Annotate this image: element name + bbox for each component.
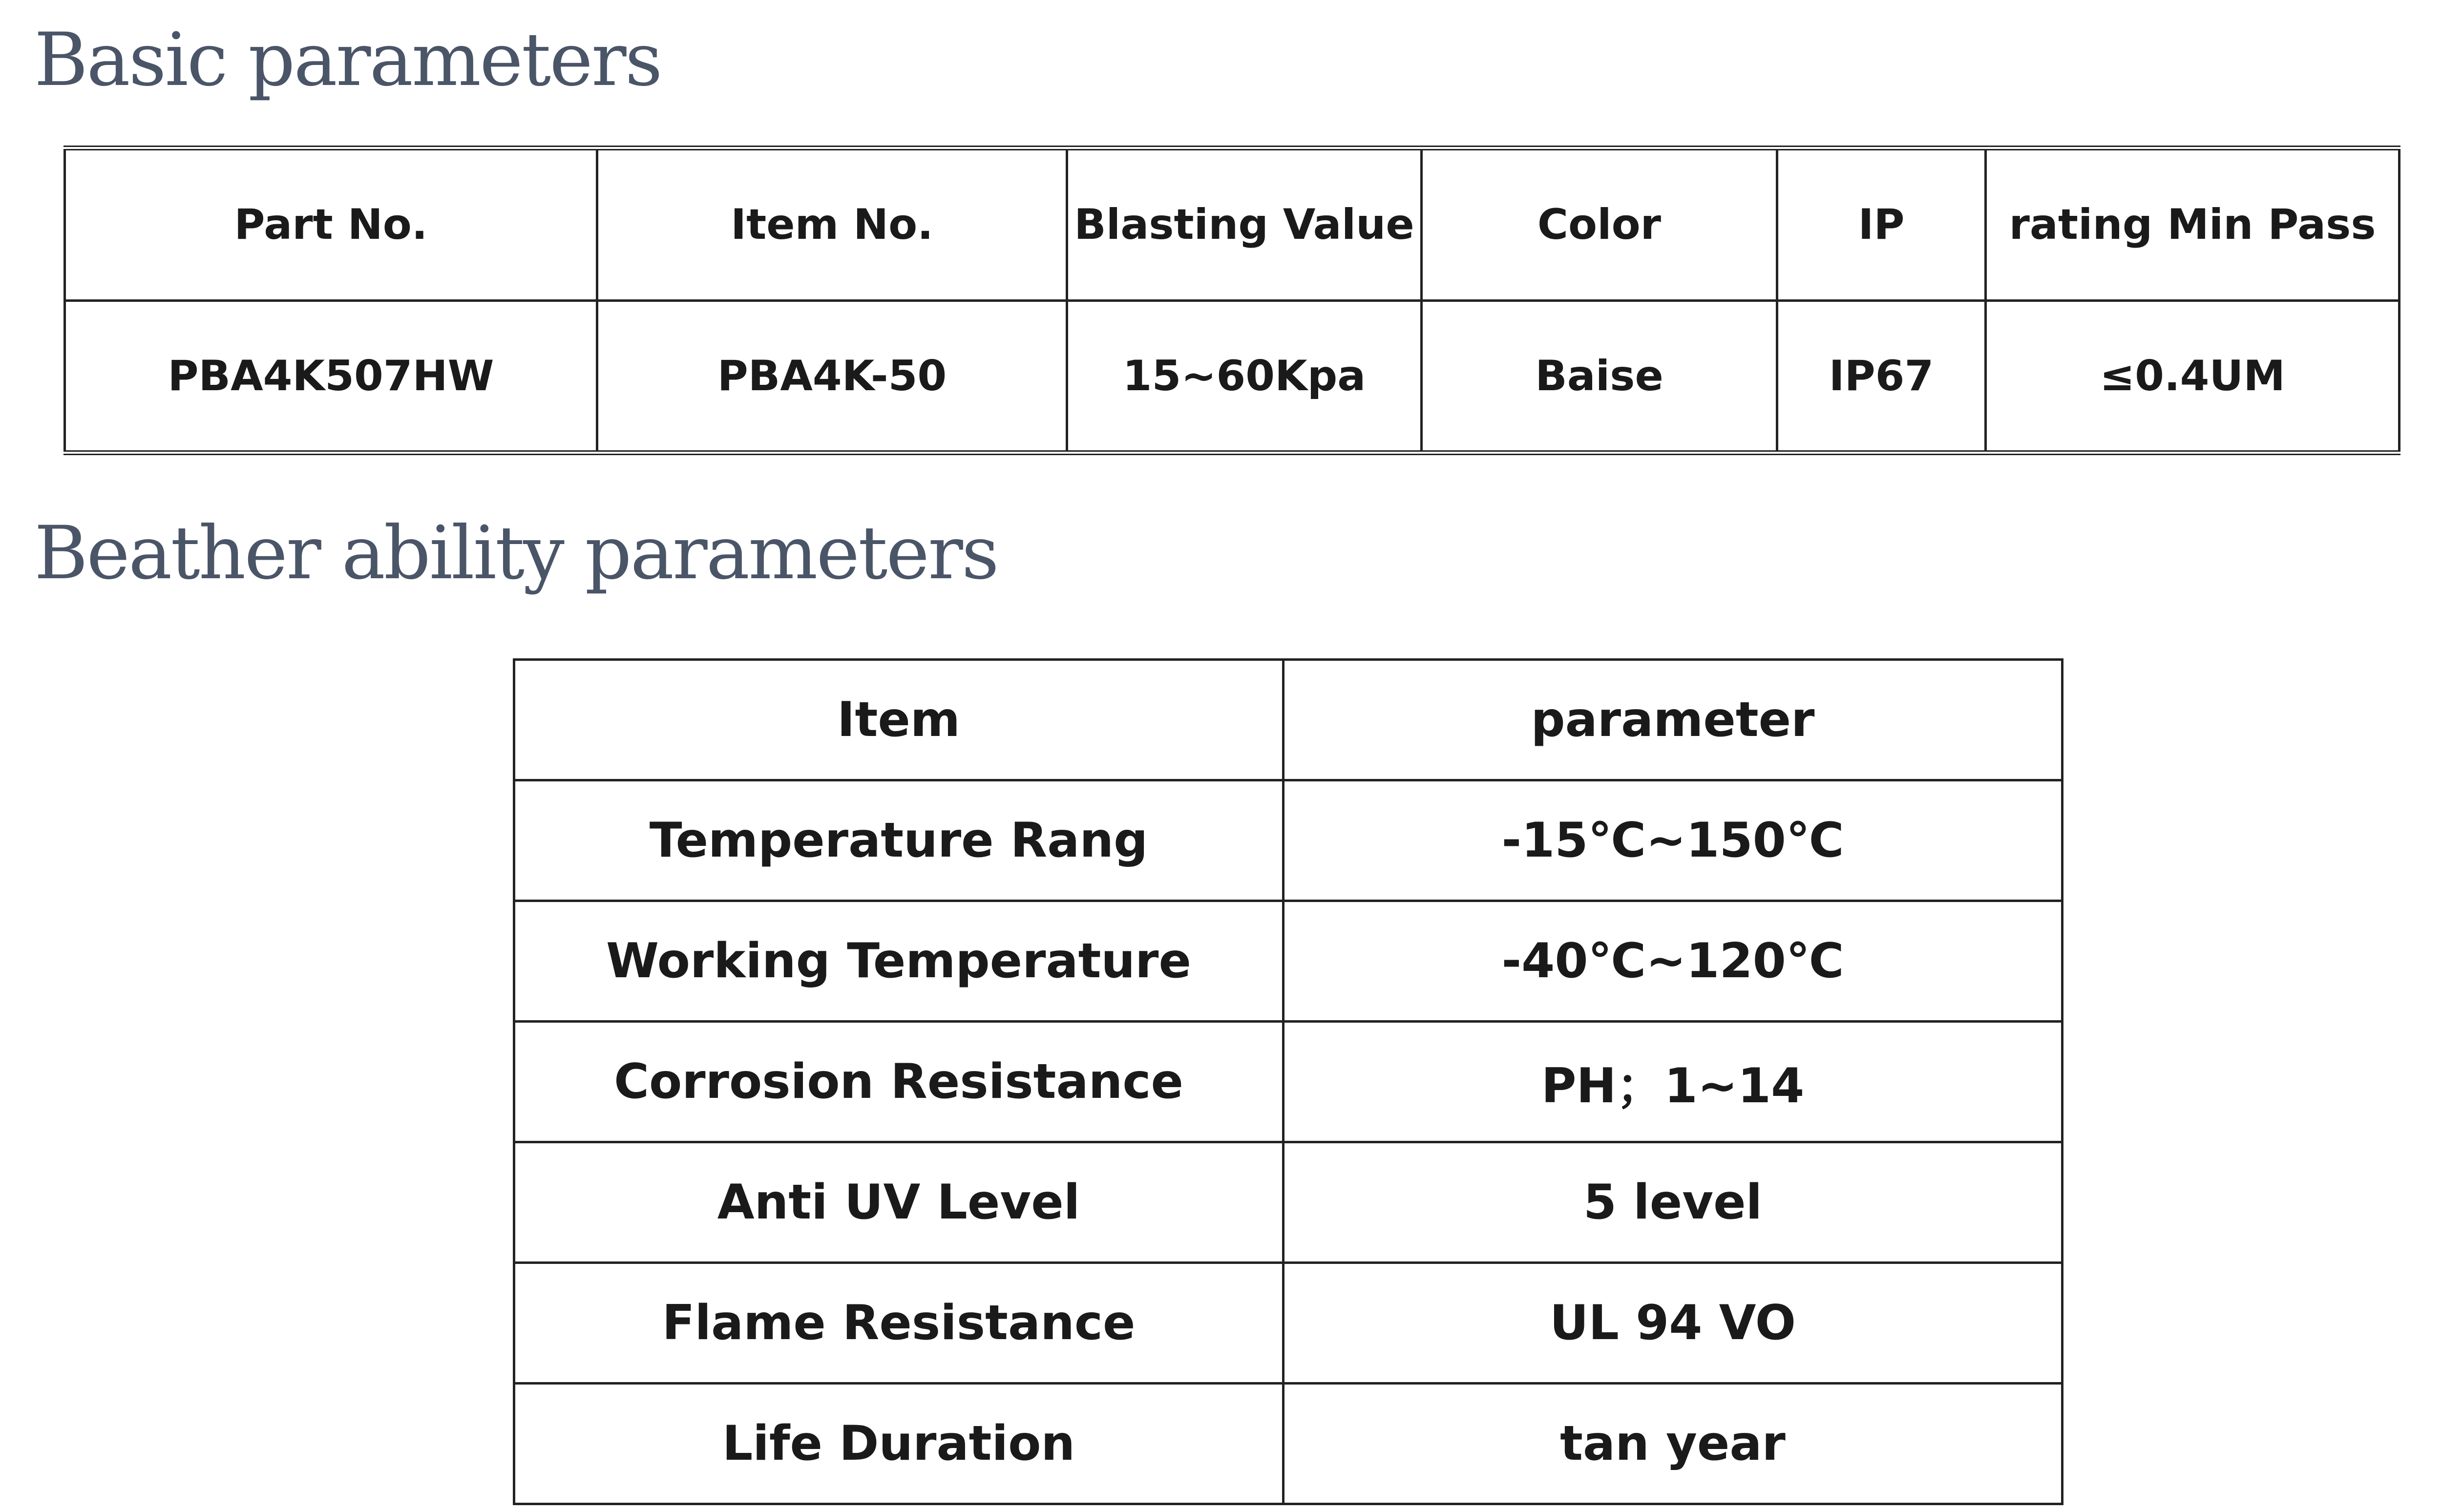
table-row [514,1022,2063,1142]
table-row [65,300,2400,453]
cell-parameter: tan year [1284,1384,2063,1504]
column-header-item: Item [514,660,1284,780]
column-header-blasting-value: Blasting Value [1067,148,1422,300]
column-header-part-no: Part No. [65,148,597,300]
cell-ip: IP67 [1777,300,1986,453]
column-header-color: Color [1422,148,1777,300]
table-row [514,1384,2063,1504]
cell-item: Temperature Rang [514,780,1284,901]
table-header-row [65,148,2400,300]
cell-item: Anti UV Level [514,1142,1284,1263]
table-row [514,780,2063,901]
cell-blasting-value: 15~60Kpa [1067,300,1422,453]
cell-parameter: -40℃~120℃ [1284,901,2063,1022]
column-header-rating-min-pass: rating Min Pass [1986,148,2400,300]
cell-color: Baise [1422,300,1777,453]
cell-rating-min-pass: ≤0.4UM [1986,300,2400,453]
table-header-row [514,660,2063,780]
weather-ability-table [513,658,2063,1505]
table-row [514,1142,2063,1263]
cell-item-no: PBA4K-50 [597,300,1067,453]
basic-parameters-table [63,146,2400,455]
cell-parameter: UL 94 VO [1284,1263,2063,1384]
cell-item: Working Temperature [514,901,1284,1022]
table-row [514,901,2063,1022]
column-header-item-no: Item No. [597,148,1067,300]
cell-item: Life Duration [514,1384,1284,1504]
table-row [514,1263,2063,1384]
cell-parameter: 5 level [1284,1142,2063,1263]
section-heading-basic-parameters: Basic parameters [34,18,661,103]
cell-parameter: PH；1~14 [1284,1022,2063,1142]
cell-part-no: PBA4K507HW [65,300,597,453]
section-heading-weather-ability-parameters: Beather ability parameters [34,511,998,596]
cell-item: Flame Resistance [514,1263,1284,1384]
column-header-ip: IP [1777,148,1986,300]
cell-item: Corrosion Resistance [514,1022,1284,1142]
cell-parameter: -15℃~150℃ [1284,780,2063,901]
column-header-parameter: parameter [1284,660,2063,780]
